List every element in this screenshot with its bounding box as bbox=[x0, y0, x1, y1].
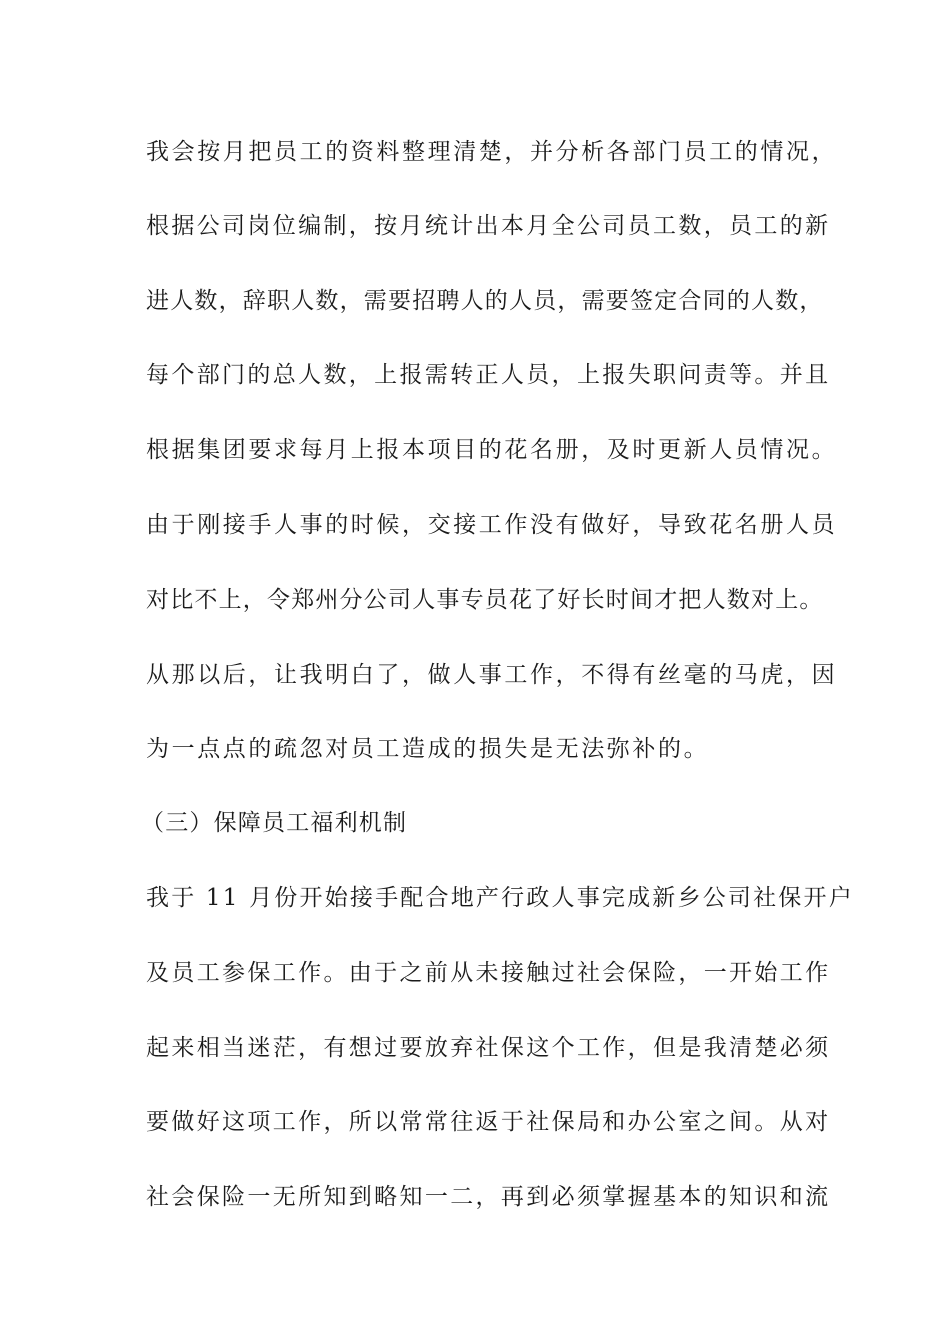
text-line: 起来相当迷茫，有想过要放弃社保这个工作，但是我清楚必须 bbox=[146, 1035, 831, 1061]
text-line: 社会保险一无所知到略知一二，再到必须掌握基本的知识和流 bbox=[146, 1184, 831, 1210]
text-line: 由于刚接手人事的时候，交接工作没有做好，导致花名册人员 bbox=[146, 512, 838, 538]
text-line: 要做好这项工作，所以常常往返于社保局和办公室之间。从对 bbox=[146, 1109, 831, 1135]
text-line: 根据公司岗位编制，按月统计出本月全公司员工数，员工的新 bbox=[146, 213, 831, 239]
text-line: 及员工参保工作。由于之前从未接触过社会保险，一开始工作 bbox=[146, 960, 831, 986]
text-line: 根据集团要求每月上报本项目的花名册，及时更新人员情况。 bbox=[146, 437, 838, 463]
text-line: 为一点点的疏忽对员工造成的损失是无法弥补的。 bbox=[146, 736, 710, 762]
section-heading: （三）保障员工福利机制 bbox=[141, 810, 408, 836]
text-line: 我会按月把员工的资料整理清楚，并分析各部门员工的情况， bbox=[146, 139, 838, 165]
text-line: 从那以后，让我明白了，做人事工作，不得有丝毫的马虎，因 bbox=[146, 662, 838, 688]
text-line: 对比不上，令郑州分公司人事专员花了好长时间才把人数对上。 bbox=[146, 587, 824, 613]
text-line: 进人数，辞职人数，需要招聘人的人员，需要签定合同的人数， bbox=[146, 288, 824, 314]
text-line: 我于 11 月份开始接手配合地产行政人事完成新乡公司社保开户 bbox=[146, 885, 854, 911]
text-line: 每个部门的总人数，上报需转正人员，上报失职问责等。并且 bbox=[146, 362, 831, 388]
